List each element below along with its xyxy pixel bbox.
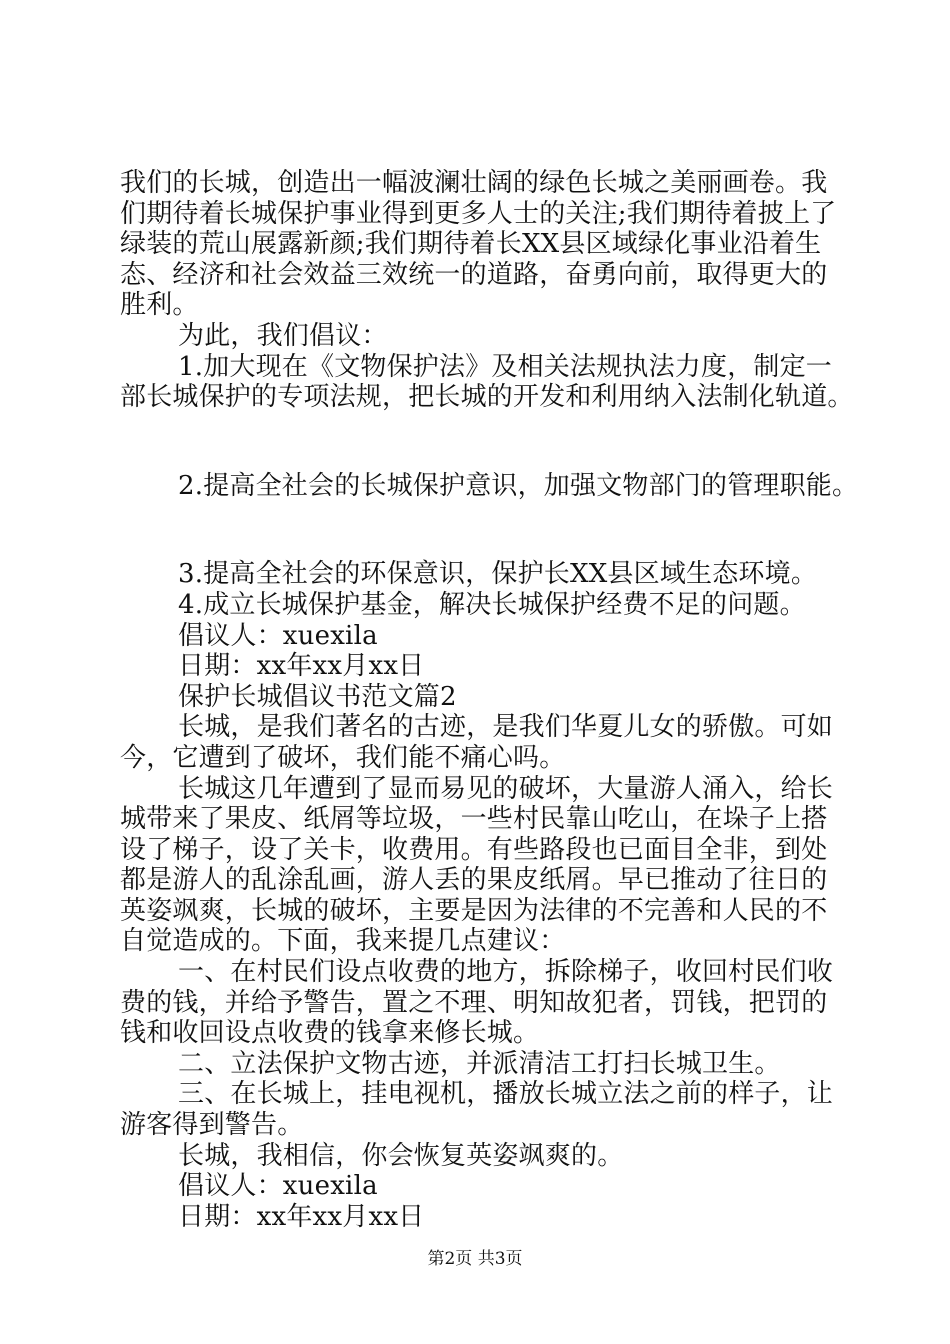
- suggestion-1: [120, 957, 840, 1049]
- spacer: [120, 501, 840, 559]
- proposal-item-2: 2.提高全社会的长城保护意识，加强文物部门的管理职能。: [178, 470, 859, 501]
- text-line: 今，它遭到了破坏，我们能不痛心吗。: [120, 742, 566, 773]
- proposal-intro: 为此，我们倡议：: [178, 320, 388, 351]
- proposal-item-3: 3.提高全社会的环保意识，保护长XX县区域生态环境。: [178, 559, 818, 590]
- text-line: 自觉造成的。下面，我来提几点建议：: [120, 926, 566, 957]
- text-line: 城带来了果皮、纸屑等垃圾，一些村民靠山吃山，在垛子上搭: [120, 804, 828, 835]
- date-line: 日期：xx年xx月xx日: [178, 651, 425, 682]
- signer-line: 倡议人：xuexila: [178, 620, 378, 651]
- suggestion-2: 二、立法保护文物古迹，并派清洁工打扫长城卫生。: [178, 1048, 781, 1079]
- text-line: 1.加大现在《文物保护法》及相关法规执法力度，制定一: [178, 351, 833, 382]
- text-line: 一、在村民们设点收费的地方，拆除梯子，收回村民们收: [178, 957, 834, 988]
- paragraph-damage: [120, 774, 840, 958]
- text-line: 钱和收回设点收费的钱拿来修长城。: [120, 1018, 540, 1049]
- text-line: 们期待着长城保护事业得到更多人士的关注;我们期待着披上了: [120, 198, 837, 229]
- document-body: [120, 168, 859, 1232]
- text-line: 我们的长城，创造出一幅波澜壮阔的绿色长城之美丽画卷。我: [120, 168, 828, 198]
- proposal-item-1: [120, 351, 854, 413]
- text-line: 态、经济和社会效益三效统一的道路，奋勇向前，取得更大的: [120, 259, 828, 290]
- text-line: 长城，是我们著名的古迹，是我们华夏儿女的骄傲。可如: [178, 712, 834, 743]
- text-line: 胜利。: [120, 290, 199, 321]
- signer-line: 倡议人：xuexila: [178, 1171, 378, 1202]
- paragraph-green-wall: [120, 168, 840, 321]
- text-line: 费的钱，并给予警告，置之不理、明知故犯者，罚钱，把罚的: [120, 987, 828, 1018]
- text-line: 英姿飒爽，长城的破坏，主要是因为法律的不完善和人民的不: [120, 895, 828, 926]
- text-line: 都是游人的乱涂乱画，游人丢的果皮纸屑。早已推动了往日的: [120, 865, 828, 896]
- date-line: 日期：xx年xx月xx日: [178, 1201, 425, 1232]
- closing-line: 长城，我相信，你会恢复英姿飒爽的。: [178, 1140, 624, 1171]
- proposal-item-4: 4.成立长城保护基金，解决长城保护经费不足的问题。: [178, 589, 806, 620]
- text-line: 部长城保护的专项法规，把长城的开发和利用纳入法制化轨道。: [120, 382, 854, 413]
- section-title: 保护长城倡议书范文篇2: [178, 681, 457, 712]
- text-line: 游客得到警告。: [120, 1110, 304, 1141]
- text-line: 长城这几年遭到了显而易见的破坏，大量游人涌入，给长: [178, 773, 834, 804]
- spacer: [120, 413, 840, 471]
- text-line: 三、在长城上，挂电视机，播放长城立法之前的样子，让: [178, 1079, 834, 1110]
- text-line: 设了梯子，设了关卡，收费用。有些路段也已面目全非，到处: [120, 834, 828, 865]
- suggestion-3: [120, 1079, 840, 1140]
- paragraph-landmark: [120, 712, 840, 773]
- page-number: 第2页 共3页: [427, 1249, 523, 1269]
- text-line: 绿装的荒山展露新颜;我们期待着长XX县区域绿化事业沿着生: [120, 229, 822, 260]
